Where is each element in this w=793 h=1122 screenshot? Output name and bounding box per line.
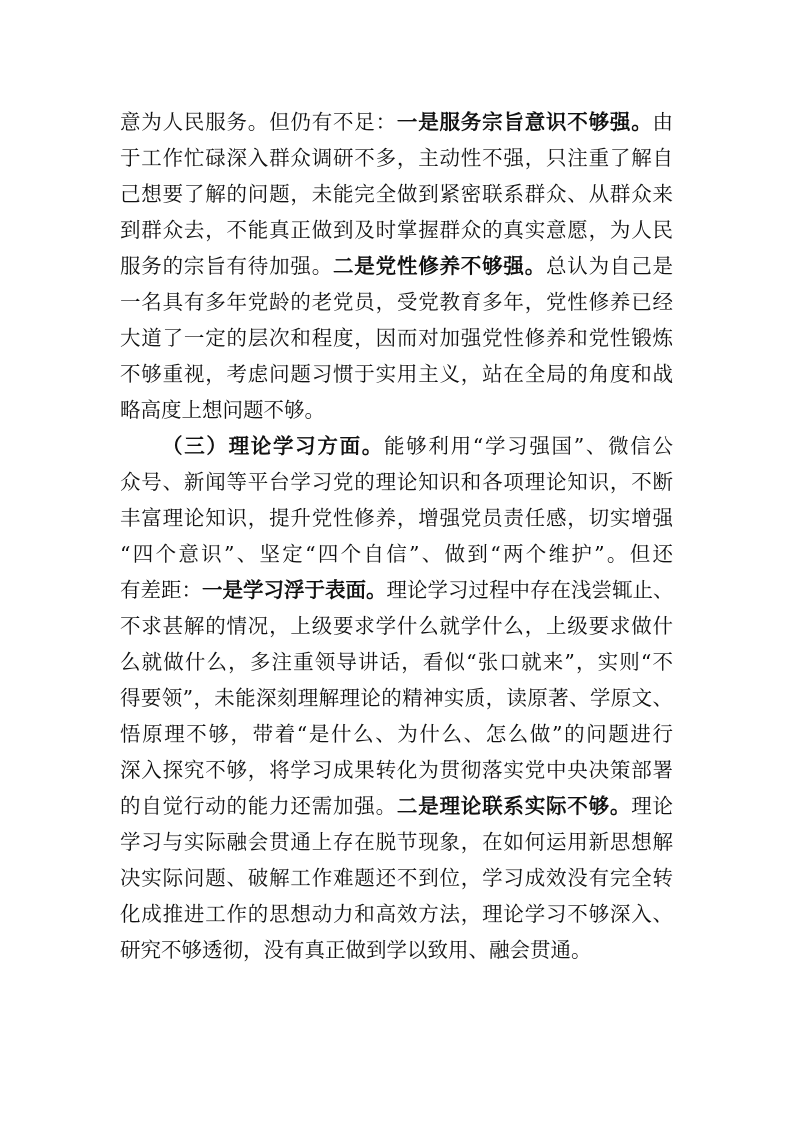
body-text: 学习与实际融会贯通上存在脱节现象，在如何运用新思想解 (120, 830, 673, 854)
bold-heading-text: 一是学习浮于表面。 (202, 578, 387, 602)
text-line (120, 896, 673, 932)
text-line (120, 932, 673, 968)
body-text: 大道了一定的层次和程度，因而对加强党性修养和党性锻炼 (120, 326, 673, 350)
body-text: 不求甚解的情况，上级要求学什么就学什么，上级要求做什 (120, 614, 673, 638)
body-text: 略高度上想问题不够。 (120, 398, 325, 422)
bold-heading-text: 一是服务宗旨意识不够强。 (396, 110, 653, 134)
body-text: 的自觉行动的能力还需加强。 (120, 794, 397, 818)
text-line (120, 680, 673, 716)
text-line (120, 572, 673, 608)
body-text: 丰富理论知识，提升党性修养，增强党员责任感，切实增强 (120, 506, 673, 530)
body-text: 研究不够透彻，没有真正做到学以致用、融会贯通。 (120, 938, 592, 962)
body-text: 到群众去，不能真正做到及时掌握群众的真实意愿，为人民 (120, 218, 673, 242)
text-line (120, 608, 673, 644)
text-line (120, 500, 673, 536)
body-text: 服务的宗旨有待加强。 (120, 254, 333, 278)
body-text: “四个意识”、坚定“四个自信”、做到“两个维护”。但还 (120, 542, 673, 566)
text-line (120, 356, 673, 392)
body-text: 己想要了解的问题，未能完全做到紧密联系群众、从群众来 (120, 182, 673, 206)
text-line (120, 752, 673, 788)
body-text: 得要领”，未能深刻理解理论的精神实质，读原著、学原文、 (120, 686, 673, 710)
body-text: 化成推进工作的思想动力和高效方法，理论学习不够深入、 (120, 902, 673, 926)
text-line (120, 428, 673, 464)
body-text: 由 (652, 110, 674, 134)
body-text: 意为人民服务。但仍有不足： (120, 110, 397, 134)
text-line (120, 464, 673, 500)
body-text: 众号、新闻等平台学习党的理论知识和各项理论知识，不断 (120, 470, 673, 494)
body-text: 理论学习过程中存在浅尝辄止、 (386, 578, 674, 602)
text-line (120, 788, 673, 824)
body-text: 一名具有多年党龄的老党员，受党教育多年，党性修养已经 (120, 290, 673, 314)
text-line (120, 860, 673, 896)
bold-heading-text: 二是理论联系实际不够。 (396, 794, 632, 818)
bold-heading-text: 二是党性修养不够强。 (333, 254, 546, 278)
body-text: 有差距： (120, 578, 202, 602)
bold-heading-text: （三）理论学习方面。 (162, 434, 384, 458)
text-line (120, 536, 673, 572)
text-line (120, 212, 673, 248)
text-line (120, 824, 673, 860)
text-line (120, 176, 673, 212)
document-body (120, 104, 673, 968)
body-text: 总认为自己是 (546, 254, 673, 278)
text-line (120, 320, 673, 356)
body-text: 悟原理不够，带着“是什么、为什么、怎么做”的问题进行 (120, 722, 673, 746)
text-line (120, 248, 673, 284)
body-text: 能够利用“学习强国”、微信公 (383, 434, 674, 458)
body-text: 决实际问题、破解工作难题还不到位，学习成效没有完全转 (120, 866, 673, 890)
body-text: 于工作忙碌深入群众调研不多，主动性不强，只注重了解自 (120, 146, 673, 170)
body-text: 深入探究不够，将学习成果转化为贯彻落实党中央决策部署 (120, 758, 673, 782)
text-line (120, 140, 673, 176)
text-line (120, 284, 673, 320)
body-text: 不够重视，考虑问题习惯于实用主义，站在全局的角度和战 (120, 362, 673, 386)
text-line (120, 392, 673, 428)
body-text: 理论 (631, 794, 674, 818)
text-line (120, 644, 673, 680)
body-text: 么就做什么，多注重领导讲话，看似“张口就来”，实则“不 (120, 650, 673, 674)
text-line (120, 716, 673, 752)
text-line (120, 104, 673, 140)
